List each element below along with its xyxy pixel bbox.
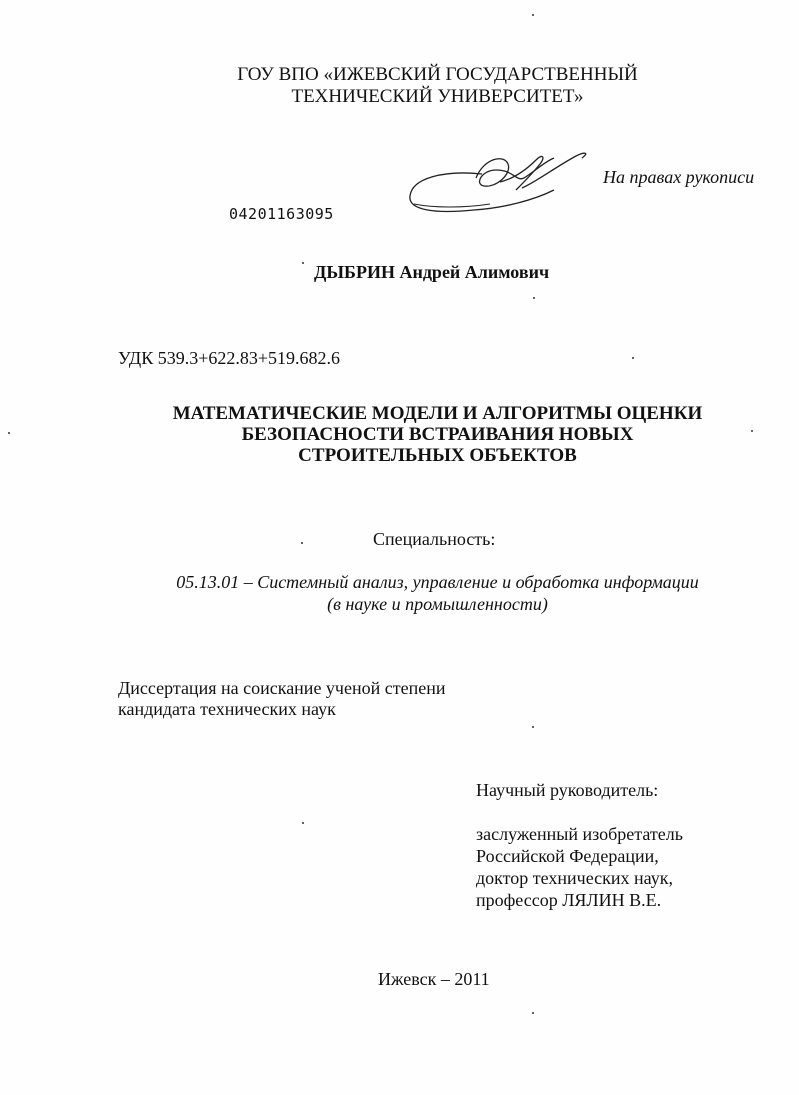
- dissertation-title: [0, 403, 799, 466]
- udk-code: УДК 539.3+622.83+519.682.6: [118, 348, 341, 368]
- specialty-line-2: (в науке и промышленности): [327, 594, 548, 614]
- scan-speck: [302, 822, 304, 824]
- specialty-description: [0, 571, 799, 615]
- institution-line-2: ТЕХНИЧЕСКИЙ УНИВЕРСИТЕТ»: [291, 86, 584, 107]
- institution-name: [0, 64, 799, 108]
- specialty-line-1: 05.13.01 – Системный анализ, управление и обработка информации: [176, 572, 699, 592]
- supervisor-line-1: заслуженный изобретатель: [476, 824, 683, 844]
- city-year: Ижевск – 2011: [378, 969, 490, 989]
- degree-line-1: Диссертация на соискание ученой степени: [118, 678, 446, 698]
- supervisor-details: [476, 823, 683, 911]
- scan-speck: [533, 297, 535, 299]
- specialty-label: Специальность:: [373, 529, 496, 549]
- title-line-2: БЕЗОПАСНОСТИ ВСТРАИВАНИЯ НОВЫХ: [241, 424, 634, 445]
- institution-line-1: ГОУ ВПО «ИЖЕВСКИЙ ГОСУДАРСТВЕННЫЙ: [237, 64, 638, 85]
- scan-speck: [302, 262, 304, 264]
- title-line-1: МАТЕМАТИЧЕСКИЕ МОДЕЛИ И АЛГОРИТМЫ ОЦЕНКИ: [172, 403, 703, 424]
- scan-speck: [8, 432, 10, 434]
- supervisor-label: Научный руководитель:: [476, 780, 659, 800]
- supervisor-line-2: Российской Федерации,: [476, 846, 659, 866]
- supervisor-line-4: профессор ЛЯЛИН В.Е.: [476, 890, 662, 910]
- degree-statement: [118, 678, 445, 720]
- scan-speck: [751, 430, 753, 432]
- supervisor-line-3: доктор технических наук,: [476, 868, 673, 888]
- author-name: ДЫБРИН Андрей Алимович: [314, 262, 550, 282]
- title-line-3: СТРОИТЕЛЬНЫХ ОБЪЕКТОВ: [298, 445, 577, 466]
- registration-code: 04201163095: [229, 205, 334, 223]
- scan-speck: [301, 542, 303, 544]
- scan-speck: [532, 14, 534, 16]
- scan-speck: [532, 726, 534, 728]
- scan-speck: [532, 1012, 534, 1014]
- scan-speck: [632, 357, 634, 359]
- signature-image: [404, 148, 599, 223]
- degree-line-2: кандидата технических наук: [118, 699, 336, 719]
- manuscript-note: На правах рукописи: [603, 167, 755, 187]
